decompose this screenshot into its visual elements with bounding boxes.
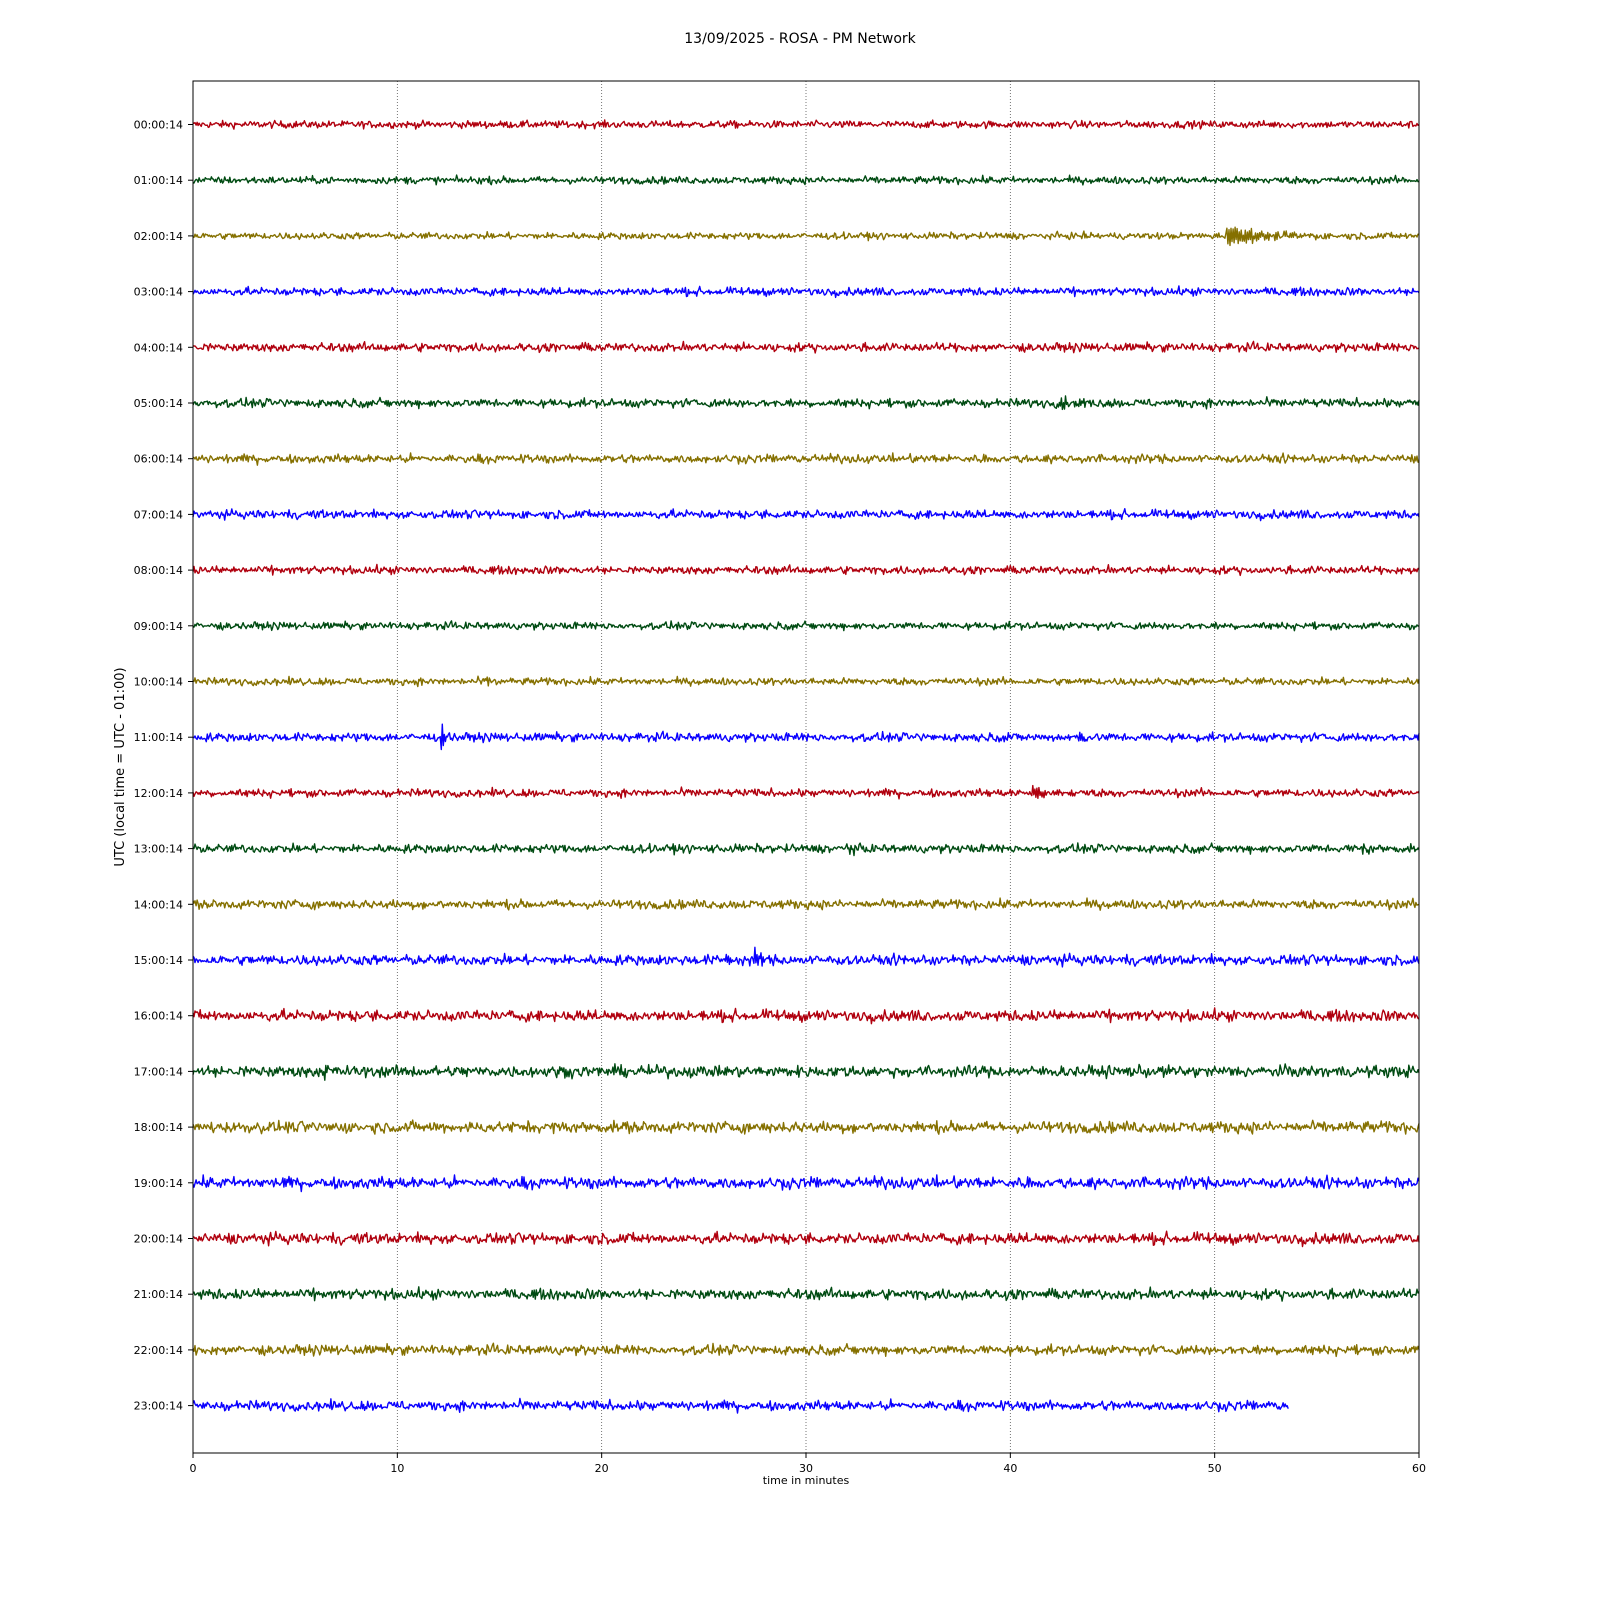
trace-line	[193, 1175, 1419, 1192]
trace-line	[193, 453, 1419, 465]
y-tick-label: 19:00:14	[133, 1176, 183, 1190]
y-tick-label: 03:00:14	[133, 285, 183, 299]
trace-line	[193, 621, 1419, 631]
y-tick-label: 20:00:14	[133, 1232, 183, 1246]
trace-line	[193, 1008, 1419, 1024]
x-tick-label: 40	[1003, 1462, 1018, 1475]
vertical-grid	[397, 81, 1214, 1453]
y-tick-label: 11:00:14	[133, 731, 183, 745]
y-tick-label: 05:00:14	[133, 397, 183, 410]
y-tick-label: 10:00:14	[133, 675, 183, 689]
x-tick-label: 0	[189, 1462, 197, 1475]
y-axis-label: UTC (local time = UTC - 01:00)	[113, 667, 128, 867]
trace-line	[193, 396, 1419, 410]
trace-line	[193, 286, 1419, 298]
trace-line	[193, 227, 1419, 245]
y-tick-label: 06:00:14	[133, 452, 183, 466]
y-tick-label: 21:00:14	[133, 1288, 183, 1302]
y-tick-label: 07:00:14	[133, 508, 183, 522]
trace-line	[193, 786, 1419, 799]
trace-line	[193, 898, 1419, 910]
trace-line	[193, 1287, 1419, 1301]
trace-line	[193, 1343, 1419, 1356]
y-tick-label: 01:00:14	[133, 174, 183, 188]
y-axis-ticks	[134, 119, 193, 1413]
y-tick-label: 23:00:14	[133, 1399, 183, 1413]
plot-frame	[193, 81, 1419, 1453]
y-tick-label: 12:00:14	[133, 786, 183, 800]
y-tick-label: 08:00:14	[133, 564, 183, 578]
trace-line	[193, 120, 1419, 129]
y-tick-label: 17:00:14	[133, 1065, 183, 1079]
y-tick-label: 04:00:14	[133, 341, 183, 355]
trace-line	[193, 1399, 1288, 1414]
y-tick-label: 00:00:14	[133, 118, 183, 132]
x-axis-ticks	[190, 1453, 1427, 1475]
y-tick-label: 15:00:14	[133, 954, 183, 967]
y-tick-label: 14:00:14	[133, 898, 183, 912]
x-tick-label: 60	[1412, 1462, 1426, 1475]
y-tick-label: 22:00:14	[133, 1343, 183, 1357]
y-tick-label: 02:00:14	[133, 229, 183, 243]
trace-line	[193, 724, 1419, 749]
y-tick-label: 13:00:14	[133, 842, 183, 856]
x-axis-label: time in minutes	[762, 1474, 850, 1487]
y-tick-label: 18:00:14	[133, 1121, 183, 1135]
y-tick-label: 09:00:14	[133, 619, 183, 633]
x-tick-label: 10	[390, 1462, 405, 1475]
y-tick-label: 16:00:14	[133, 1009, 183, 1023]
trace-group	[193, 120, 1419, 1413]
x-tick-label: 30	[799, 1462, 813, 1475]
x-tick-label: 20	[594, 1462, 609, 1475]
x-tick-label: 50	[1207, 1462, 1222, 1475]
chart-title: 13/09/2025 - ROSA - PM Network	[684, 31, 916, 47]
